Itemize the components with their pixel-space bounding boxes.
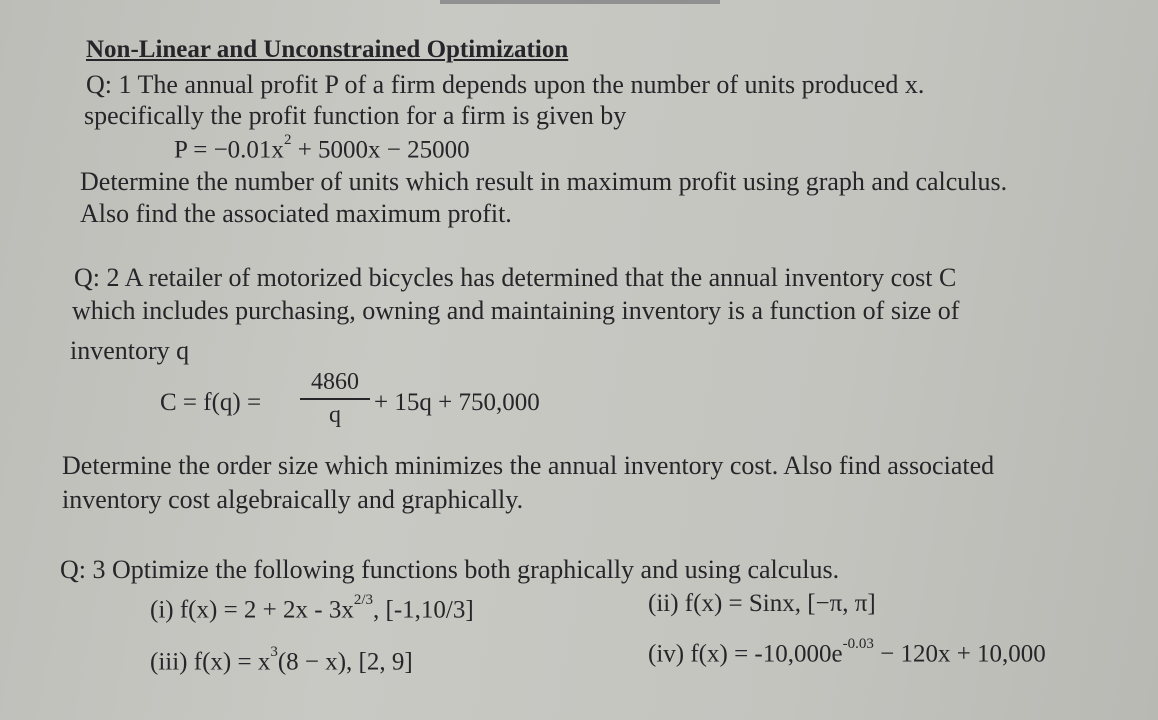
q3-i-exponent: 2/3 xyxy=(353,592,374,608)
page-top-strip xyxy=(440,0,720,4)
q2-fraction xyxy=(300,369,370,429)
q3-iii-exponent: 3 xyxy=(270,644,278,660)
q1-line-1: Q: 1 The annual profit P of a firm depends upon the number of units produced x. xyxy=(86,70,925,99)
q3-iv-exponent: -0.03 xyxy=(842,636,874,652)
q1-eq-exponent: 2 xyxy=(283,132,292,148)
q2-line-3: inventory q xyxy=(70,336,190,365)
q1-line-2: specifically the profit function for a firm is given by xyxy=(84,101,627,130)
q2-line-1: Q: 2 A retailer of motorized bicycles has determined that the annual inventory cost C xyxy=(74,263,957,292)
q3-item-iv xyxy=(648,636,1046,668)
q2-line-2: which includes purchasing, owning and maintaining inventory is a function of size of xyxy=(72,296,960,325)
q2-fraction-bar xyxy=(300,398,370,400)
q1-equation xyxy=(174,132,470,164)
q1-line-3: Determine the number of units which result in maximum profit using graph and calculus. xyxy=(80,167,1008,196)
q3-iii-interval: (8 − x), [2, 9] xyxy=(277,648,413,676)
q3-item-ii: (ii) f(x) = Sinx, [−π, π] xyxy=(648,590,876,617)
q3-i-interval: , [-1,10/3] xyxy=(373,596,474,624)
q2-fraction-denominator: q xyxy=(329,402,341,428)
q1-eq-left: P = −0.01x xyxy=(174,136,284,164)
q2-line-4: Determine the order size which minimizes the annual inventory cost. Also find associated xyxy=(62,451,995,480)
q3-iv-tail: − 120x + 10,000 xyxy=(880,640,1046,668)
q3-line-1: Q: 3 Optimize the following functions both graphically and using calculus. xyxy=(60,555,840,584)
q2-eq-left: C = f(q) = xyxy=(160,389,262,416)
q2-eq-right: + 15q + 750,000 xyxy=(374,389,540,416)
q3-i-expression: (i) f(x) = 2 + 2x - 3x xyxy=(150,596,354,624)
q3-iv-expression: (iv) f(x) = -10,000e xyxy=(648,640,843,668)
document-title: Non-Linear and Unconstrained Optimization xyxy=(86,36,569,63)
q2-line-5: inventory cost algebraically and graphically. xyxy=(62,485,524,514)
q3-iii-expression: (iii) f(x) = x xyxy=(150,648,271,676)
q1-line-4: Also find the associated maximum profit. xyxy=(80,199,512,228)
q3-item-i xyxy=(150,592,474,624)
q1-eq-right: + 5000x − 25000 xyxy=(297,136,470,164)
q2-fraction-numerator: 4860 xyxy=(311,369,359,395)
q3-item-iii xyxy=(150,644,413,676)
